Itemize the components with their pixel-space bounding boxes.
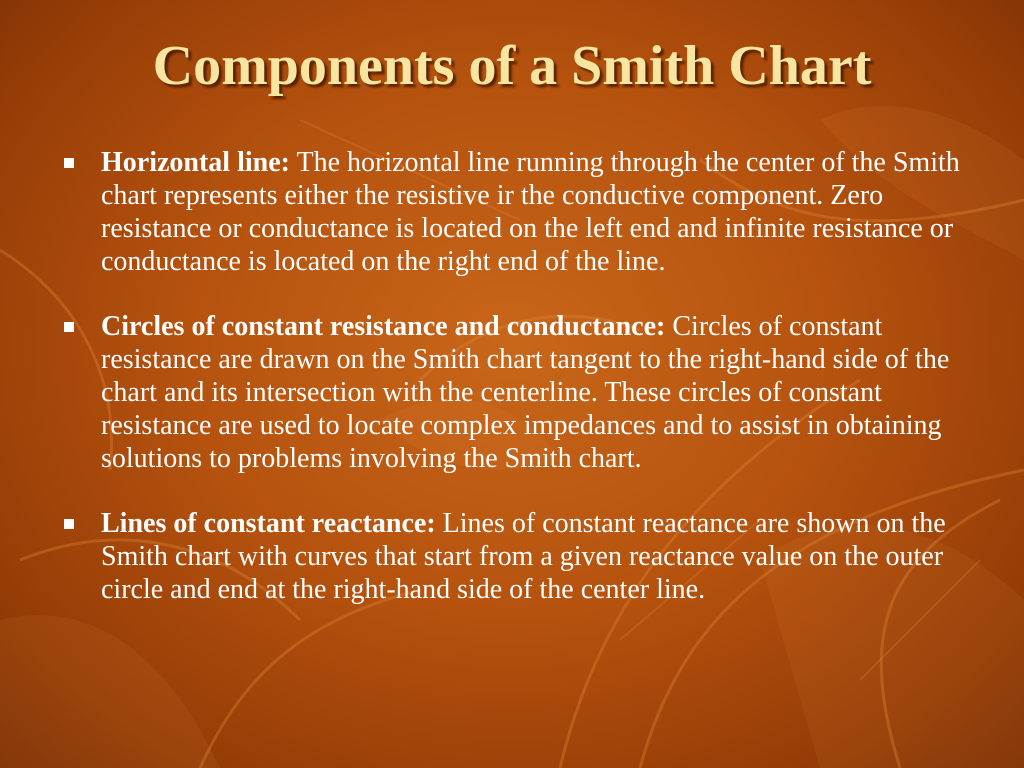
bullet-text: Circles of constant resistance are drawn on the Smith chart tangent to the right-hand side of the chart and its intersection with the centerline. These circles of constant resistance are used to locate complex impedances and to assist in obtaining solutions to problems involving the Smith chart.	[101, 311, 950, 474]
bullet-item-horizontal-line	[60, 146, 965, 278]
slide-title: Components of a Smith Chart	[152, 35, 872, 97]
bullet-heading: Circles of constant resistance and conductance:	[101, 311, 666, 342]
bullet-heading: Lines of constant reactance:	[101, 508, 436, 539]
bullet-list	[60, 146, 965, 638]
bullet-heading: Horizontal line:	[101, 147, 290, 178]
bullet-text: Lines of constant reactance are shown on the Smith chart with curves that start from a given reactance value on the outer circle and end at the right-hand side of the center line.	[101, 508, 946, 605]
square-bullet-icon	[64, 519, 74, 529]
bullet-item-constant-resistance	[60, 310, 965, 475]
bullet-item-constant-reactance	[60, 507, 965, 606]
square-bullet-icon	[64, 322, 74, 332]
bullet-text: The horizontal line running through the center of the Smith chart represents either the resistive ir the conductive component. Zero resistance or conductance is located on the left end and infinite resistance or conductance is located on the right end of the line.	[101, 147, 960, 277]
square-bullet-icon	[64, 158, 74, 168]
